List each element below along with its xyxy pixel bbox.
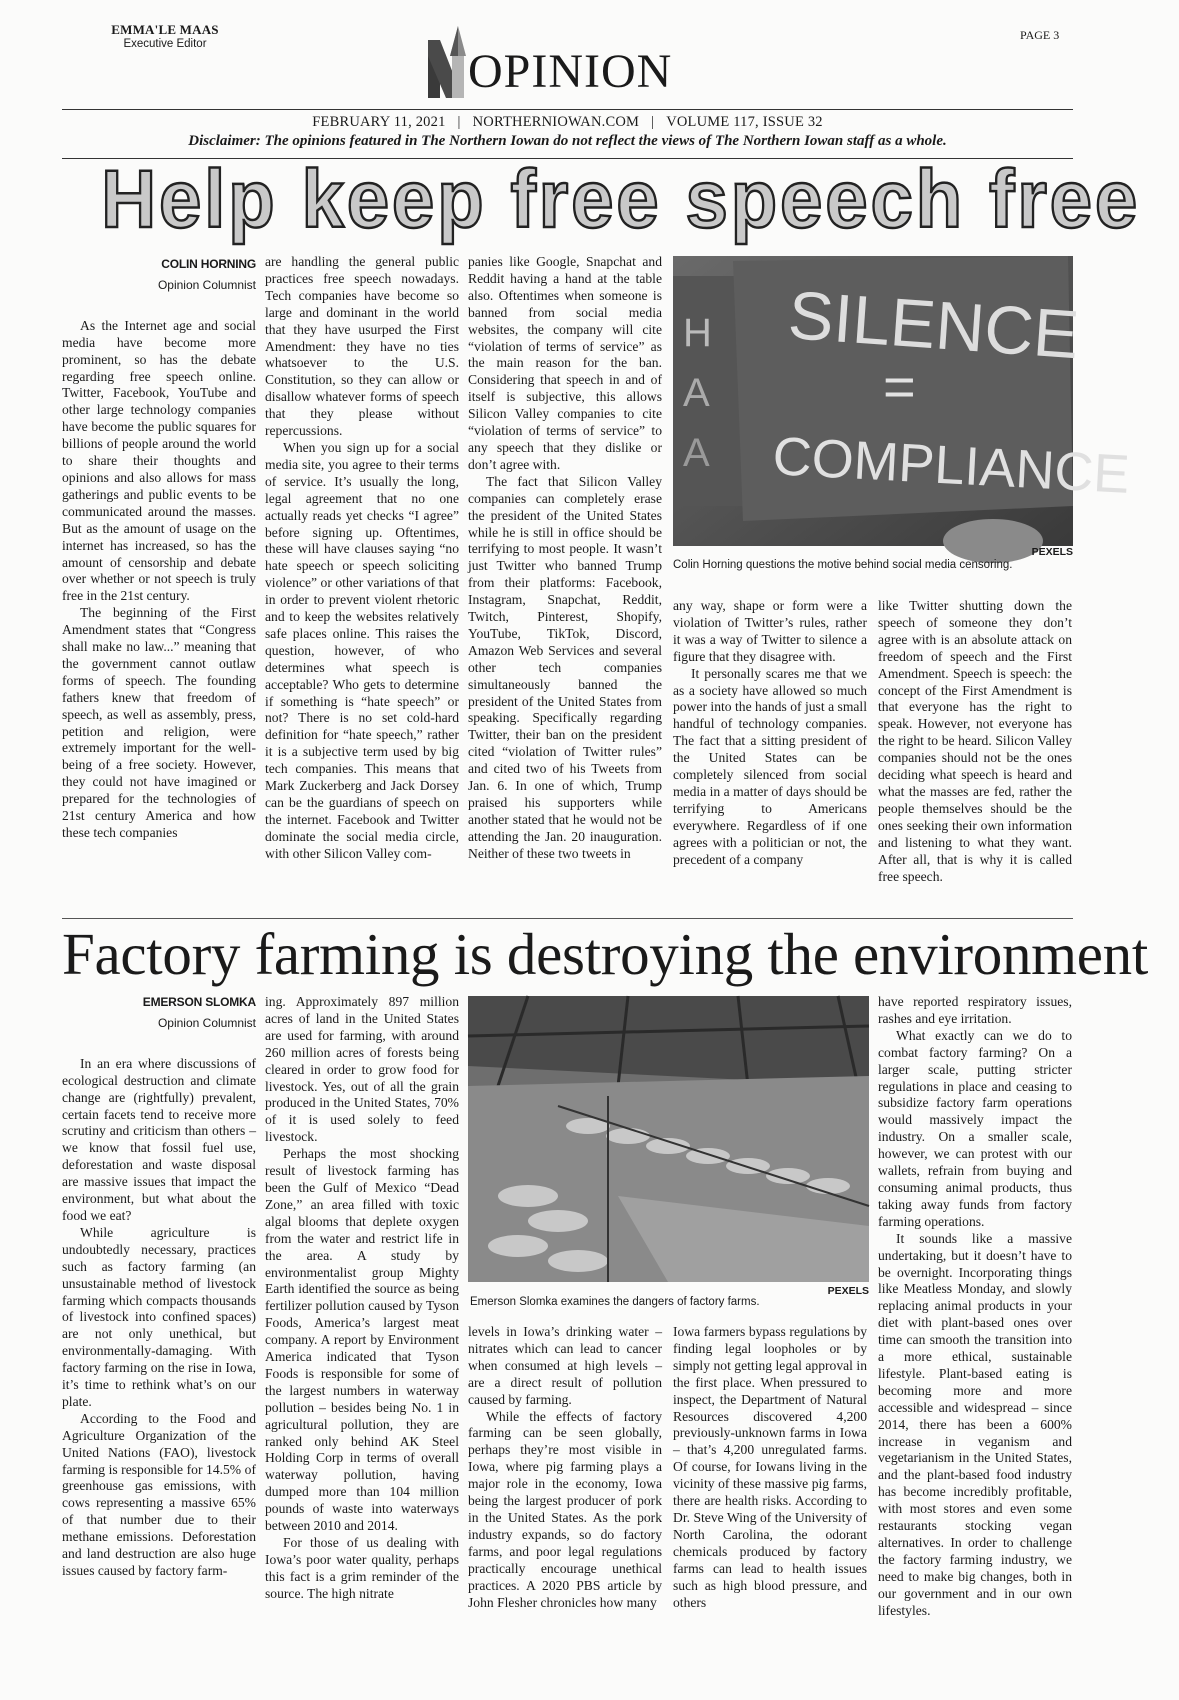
paragraph: The fact that Silicon Valley companies can completely erase the president of the United States while he is still in office should be terrifying to most people. It wasn’t just Twitter who banned Trump from their platforms: Facebook, Instagram, Snapchat, Reddit, Twitch, Pinterest, Shopify, YouTube, TikTok, Discord, Amazon Web Services and several other tech companies simultaneously banned the president of the United States from speaking. Specifically regarding Twitter, their ban on the president cited “violation of Twitter rules” and cited two of his Tweets from Jan. 6. In one of which, Trump praised his supporters while another stated that he would not be attending the Jan. 20 inauguration. Neither of these two tweets in <box>468 473 662 861</box>
paragraph: ing. Approximately 897 million acres of land in the United States are used for farming, with around 260 million acres of forests being cleared in order to grow food for livestock. Yes, out of all the grain produced in the United States, 70% of it is used solely to feed livestock. <box>265 994 459 1145</box>
headline-text: Help keep free speech free <box>101 154 1141 245</box>
paragraph: have reported respiratory issues, rashes and eye irritation. <box>878 994 1072 1026</box>
article2-headline: Factory farming is destroying the environment <box>62 921 1148 987</box>
photo-credit: PEXELS <box>827 1285 869 1297</box>
paragraph: According to the Food and Agriculture Organization of the United Nations (FAO), livestock farming is responsible for 14.5% of greenhouse gas emissions, with cows representing a massive 65% of that number due to their methane emissions. Deforestation and land destruction are also huge issues caused by factory farm- <box>62 1410 256 1578</box>
top-rule <box>62 109 1073 110</box>
author-name: EMERSON SLOMKA <box>142 995 256 1009</box>
svg-text:A: A <box>683 371 710 415</box>
paragraph: What exactly can we do to combat factory farming? On a larger scale, putting stricter regulations in place and ceasing to subsidize factory farm operations would massively impact the industry. On a smaller scale, however, we can protest with our wallets, refrain from buying and consuming animal products, thus taking away funds from factory farming operations. <box>878 1027 1072 1229</box>
article1-photo <box>673 256 1131 546</box>
sign-word-1: SILENCE <box>785 277 1082 374</box>
paragraph: panies like Google, Snapchat and Reddit having a hand at the table also. Oftentimes when someone is banned from social media websites, the company will cite “violation of terms of service” as the main reason for the ban. Considering that speech in and of itself is subjective, this allows Silicon Valley companies to cite “violation of terms of service” to any speech that they dislike or don’t agree with. <box>468 254 662 472</box>
paragraph: While agriculture is undoubtedly necessary, practices such as factory farming (an unsustainable method of livestock farming which compacts thousands of livestock into confined spaces) are not only unethical, but environmentally-damaging. With factory farming on the rise in Iowa, it’s time to rethink what’s on our plate. <box>62 1224 256 1409</box>
separator: | <box>457 114 461 130</box>
article1-column-3 <box>468 254 662 908</box>
volume-issue: VOLUME 117, ISSUE 32 <box>666 114 823 130</box>
paragraph: For those of us dealing with Iowa’s poor water quality, perhaps this fact is a grim reminder of the source. The high nitrate <box>265 1535 459 1601</box>
article2-column-5 <box>878 994 1072 1638</box>
photo-credit: PEXELS <box>1031 546 1073 558</box>
sign-equals: = <box>883 355 916 418</box>
author-name: COLIN HORNING <box>161 257 256 271</box>
article2-column-4 <box>673 1324 867 1638</box>
svg-text:H: H <box>683 311 712 355</box>
section-title: OPINION <box>468 45 673 98</box>
paragraph: While the effects of factory farming can be seen globally, perhaps they’re most visible in Iowa, where pig farming plays a major role in the economy, Iowa being the largest producer of pork in the United States. As the pork industry expands, so do factory farms, and poor legal regulations practically encourage unethical practices. A 2020 PBS article by John Flesher chronicles how many <box>468 1408 662 1610</box>
article2-column-3 <box>468 1324 662 1638</box>
paragraph: levels in Iowa’s drinking water – nitrates which can lead to cancer when consumed at high levels – are a direct result of pollution caused by farming. <box>468 1324 662 1407</box>
editor-title: Executive Editor <box>123 38 207 50</box>
paragraph: When you sign up for a social media site, you agree to their terms of service. It’s usually the long, legal agreement that no one actually reads yet checks “I agree” before signing up. Oftentimes, these will have clauses saying “no hate speech or speech soliciting violence” or other variations of that in order to prevent violent rhetoric and to keep the websites relatively safe places online. This raises the question, however, of who determines what speech is acceptable? Who gets to determine if something is “hate speech” or not? There is no set cold-hard definition for “hate speech,” rather it is a subjective term used by big tech companies. This means that Mark Zuckerberg and Jack Dorsey can be the guardians of speech on the internet. Facebook and Twitter dominate the social media circle, with other Silicon Valley com- <box>265 439 459 861</box>
protest-sign-image <box>673 256 1131 546</box>
byline <box>62 994 256 1032</box>
paragraph: It personally scares me that we as a society have allowed so much power into the hands of just a small handful of technology companies. The fact that a sitting president of the United States can be completely silenced from social media in a matter of days should be terrifying to Americans everywhere. Regardless of if one agrees with a politician or not, the precedent of a company <box>673 665 867 867</box>
paragraph: are handling the general public practices free speech nowadays. Tech companies have become so large and dominant in the world that they have usurped the First Amendment: they have no ties whatsoever to the U.S. Constitution, so they can allow or disallow whatever forms of speech that they please without repercussions. <box>265 254 459 439</box>
photo-caption: Emerson Slomka examines the dangers of factory farms. <box>470 1296 760 1308</box>
photo-caption: Colin Horning questions the motive behind social media censoring. <box>673 559 1013 571</box>
northern-iowan-logo <box>428 26 466 98</box>
article2-column-2 <box>265 994 459 1638</box>
page-number: PAGE 3 <box>1020 28 1060 42</box>
author-title: Opinion Columnist <box>157 277 256 292</box>
disclaimer: Disclaimer: The opinions featured in The Northern Iowan do not reflect the views of The Northern Iowan staff as a whole. <box>188 133 947 149</box>
pig-farm-image <box>468 996 869 1282</box>
article2-photo <box>468 996 869 1282</box>
sign-word-2: COMPLIANCE <box>771 426 1131 505</box>
paragraph: like Twitter shutting down the speech of someone they don’t agree with is an absolute attack on freedom of speech and the First Amendment. Speech is speech: the concept of the First Amendment is that everyone has the right to speak. However, not everyone has the right to be heard. Silicon Valley companies should not be the ones deciding what speech is heard and what the masses are fed, rather the people themselves should be the ones seeking their own information and listening to what they want. After all, that is why it is called free speech. <box>878 598 1072 884</box>
paragraph: The beginning of the First Amendment states that “Congress shall make no law...” meaning that the government cannot outlaw forms of speech. The founding fathers knew that freedom of speech, as well as assembly, press, petition and religion, were extremely important for the well-being of a free society. However, they could not have imagined or prepared for the technologies of 21st century America and how these tech companies <box>62 605 256 840</box>
paragraph: Perhaps the most shocking result of livestock farming has been the Gulf of Mexico “Dead Zone,” an area filled with toxic algal blooms that deplete oxygen from the water and restrict life in the area. A study by environmentalist group Mighty Earth identified the source as being fertilizer pollution caused by Tyson Foods, America’s largest meat company. A report by Environment America indicated that Tyson Foods is responsible for some of the largest numbers in waterway pollution – besides being No. 1 in agricultural pollution, they are ranked only behind AK Steel Holding Corp in terms of overall waterway pollution, having dumped more than 104 million pounds of waste into waterways between 2010 and 2014. <box>265 1146 459 1534</box>
svg-text:A: A <box>683 431 710 475</box>
separator: | <box>651 114 655 130</box>
article1-column-5 <box>878 598 1072 908</box>
editor-name: EMMA'LE MAAS <box>111 22 219 37</box>
paragraph: It sounds like a massive undertaking, but it doesn’t have to be overnight. Incorporating things like Meatless Monday, and slowly replacing animal products in your diet with plant-based ones over time can smooth the transition into a more ethical, sustainable lifestyle. Plant-based eating is becoming more and more accessible and widespread – since 2014, there has been a 600% increase in veganism and vegetarianism in the United States, and the plant-based food industry has become incredibly profitable, with most stores and even some restaurants stocking vegan alternatives. In order to challenge the factory farming industry, we need to make big changes, both in our government and in our own lifestyles. <box>878 1230 1072 1618</box>
article-divider <box>62 918 1073 919</box>
article1-column-2 <box>265 254 459 908</box>
author-title: Opinion Columnist <box>157 1015 256 1030</box>
issue-date: FEBRUARY 11, 2021 <box>312 114 446 130</box>
dateline <box>62 114 1073 131</box>
paragraph: As the Internet age and social media have become more prominent, so has the debate regarding free speech online. Twitter, Facebook, YouTube and other large technology companies have become the public squares for billions of people around the world to share their thoughts and opinions and also allows for mass gatherings and public events to be communicated around the masses. But as the amount of usage on the internet has increased, so has the amount of censorship and debate over whether or not speech is truly free in the 21st century. <box>62 317 256 604</box>
website: NORTHERNIOWAN.COM <box>472 114 640 130</box>
paragraph: In an era where discussions of ecological destruction and climate change are (rightfully) prevalent, certain facets tend to receive more scrutiny and criticism than others – we know that fossil fuel use, deforestation and waste disposal are massive issues that impact the environment, but what about the food we eat? <box>62 1055 256 1223</box>
article1-headline <box>62 154 1141 245</box>
article1-column-4 <box>673 598 867 908</box>
byline <box>62 256 256 294</box>
article2-column-1 <box>62 994 256 1638</box>
article1-column-1 <box>62 256 256 908</box>
paragraph: Iowa farmers bypass regulations by finding legal loopholes or by simply not getting legal approval in the first place. When pressured to inspect, the Department of Natural Resources discovered 4,200 previously-unknown farms in Iowa – that’s 4,200 unregulated farms. Of course, for Iowans living in the vicinity of these massive pig farms, there are health risks. According to Dr. Steve Wing of the University of North Carolina, the odorant chemicals produced by factory farms can lead to health issues such as high blood pressure, and others <box>673 1324 867 1610</box>
paragraph: any way, shape or form were a violation of Twitter’s rules, rather it was a way of Twitter to silence a figure that they disagree with. <box>673 598 867 664</box>
